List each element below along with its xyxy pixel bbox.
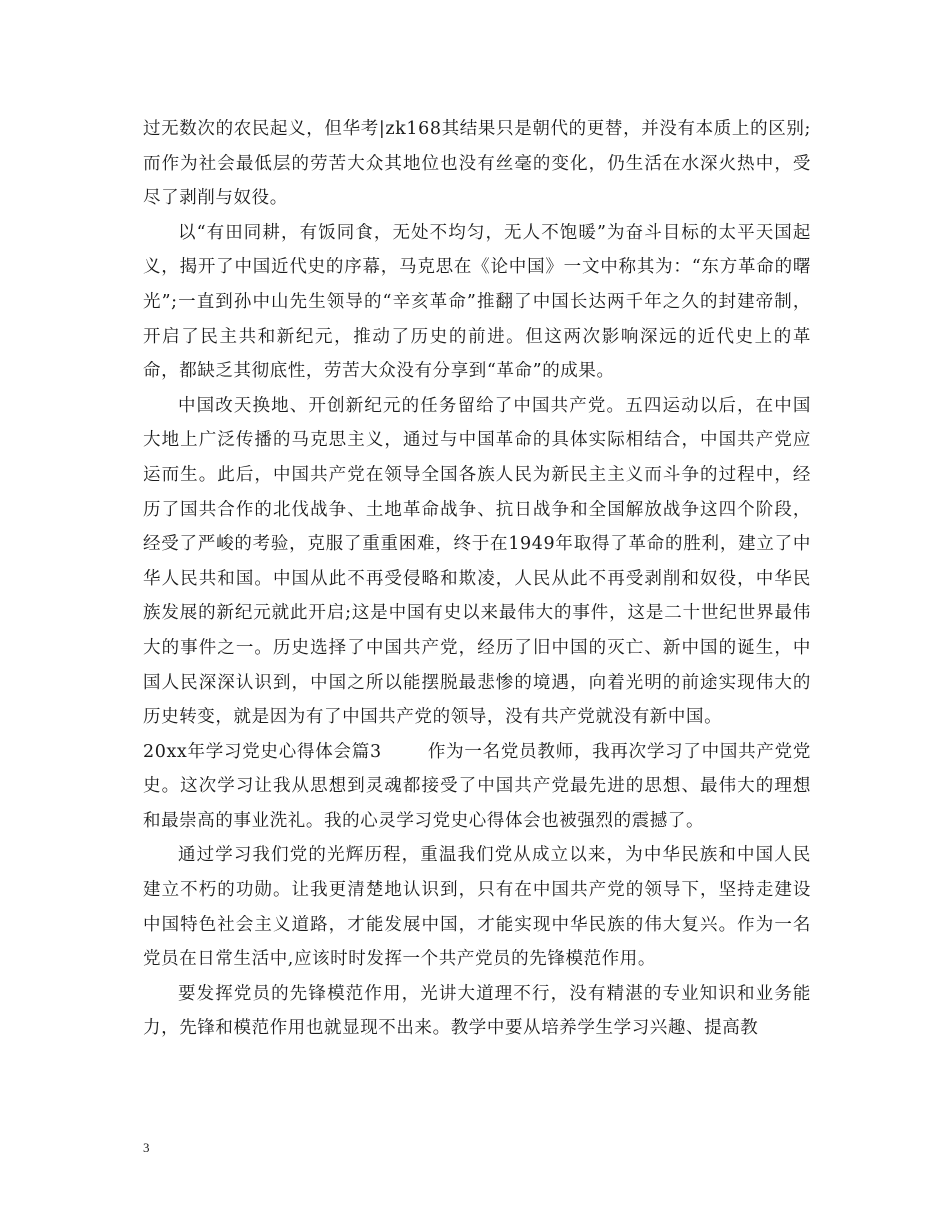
- paragraph-vanguard-role: 要发挥党员的先锋模范作用，光讲大道理不行，没有精湛的专业知识和业务能力，先锋和模范作用也就显现不出来。教学中要从培养学生学习兴趣、提高教: [143, 983, 811, 1039]
- paragraph-communist-party: 中国改天换地、开创新纪元的任务留给了中国共产党。五四运动以后，在中国大地上广泛传播的马克思主义，通过与中国革命的具体实际相结合，中国共产党应运而生。此后，中国共产党在领导全国各族人民为新民主主义而斗争的过程中，经历了国共合作的北伐战争、土地革命战争、抗日战争和全国解放战争这四个阶段，经受了严峻的考验，克服了重重困难，终于在1949年取得了革命的胜利，建立了中华人民共和国。中国从此不再受侵略和欺凌，人民从此不再受剥削和奴役，中华民族发展的新纪元就此开启;这是中国有史以来最伟大的事件，这是二十世纪世界最伟大的事件之一。历史选择了中国共产党，经历了旧中国的灭亡、新中国的诞生，中国人民深深认识到，中国之所以能摆脱最悲惨的境遇，向着光明的前途实现伟大的历史转变，就是因为有了中国共产党的领导，没有共产党就没有新中国。: [143, 395, 811, 728]
- paragraph-continued: 过无数次的农民起义，但华考|zk168其结果只是朝代的更替，并没有本质上的区别;而作为社会最低层的劳苦大众其地位也没有丝毫的变化，仍生活在水深火热中，受尽了剥削与奴役。: [143, 119, 811, 209]
- document-body: [143, 112, 811, 1046]
- paragraph-glorious-history: 通过学习我们党的光辉历程，重温我们党从成立以来，为中华民族和中国人民建立不朽的功勋。让我更清楚地认识到，只有在中国共产党的领导下，坚持走建设中国特色社会主义道路，才能发展中国，才能实现中华民族的伟大复兴。作为一名党员在日常生活中,应该时时发挥一个共产党员的先锋模范作用。: [143, 845, 811, 970]
- section-intro-text: 作为一名党员教师，我再次学习了中国共产党党史。这次学习让我从思想到灵魂都接受了中国共产党最先进的思想、最伟大的理想和最崇高的事业洗礼。我的心灵学习党史心得体会也被强烈的震撼了。: [143, 741, 811, 831]
- page-number: 3: [143, 1140, 150, 1155]
- paragraph-section-3: [143, 735, 811, 839]
- section-title: 20xx年学习党史心得体会篇3: [143, 741, 382, 762]
- paragraph-taiping-xinhai: 以“有田同耕，有饭同食，无处不均匀，无人不饱暖”为奋斗目标的太平天国起义，揭开了中国近代史的序幕，马克思在《论中国》一文中称其为：“东方革命的曙光”;一直到孙中山先生领导的“辛亥革命”推翻了中国长达两千年之久的封建帝制，开启了民主共和新纪元，推动了历史的前进。但这两次影响深远的近代史上的革命，都缺乏其彻底性，劳苦大众没有分享到“革命”的成果。: [143, 222, 811, 382]
